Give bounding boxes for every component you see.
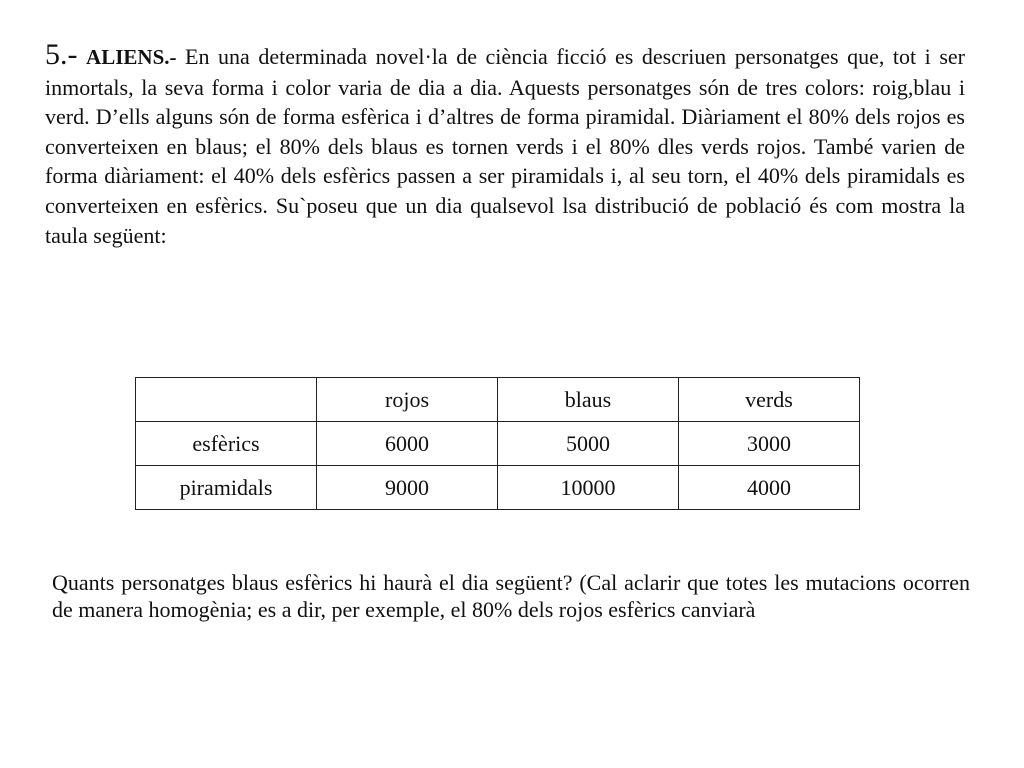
cell-esferics-rojos: 6000 (317, 422, 498, 466)
cell-esferics-verds: 3000 (679, 422, 860, 466)
problem-body: En una determinada novel·la de ciència ficció es descriuen personatges que, tot i ser inmortals, la seva forma i color varia de dia a dia. Aquests personatges són de tres colors: roig,blau i verd. D’ells alguns són de forma esfèrica i d’altres de forma piramidal. Diàriament el 80% dels rojos es converteixen en blaus; el 80% dels blaus es tornen verds i el 80% dles verds rojos. També varien de forma diàriament: el 40% dels esfèrics passen a ser piramidals i, al seu torn, el 40% dels piramidals es converteixen en esfèrics. Su`poseu que un dia qualsevol lsa distribució de població és com mostra la taula següent: (45, 44, 965, 248)
table-row (136, 466, 860, 510)
population-table (135, 377, 860, 510)
table-header-row (136, 378, 860, 422)
table-corner-cell (136, 378, 317, 422)
row-label-esferics: esfèrics (136, 422, 317, 466)
header-blaus: blaus (498, 378, 679, 422)
problem-number: 5.- (45, 38, 78, 71)
problem-statement (45, 40, 965, 250)
question-text: Quants personatges blaus esfèrics hi haurà el dia següent? (Cal aclarir que totes les mutacions ocorren de manera homogènia; es a dir, per exemple, el 80% dels rojos esfèrics canviarà (52, 570, 970, 622)
cell-piramidals-rojos: 9000 (317, 466, 498, 510)
row-label-piramidals: piramidals (136, 466, 317, 510)
cell-piramidals-verds: 4000 (679, 466, 860, 510)
table-row (136, 422, 860, 466)
cell-piramidals-blaus: 10000 (498, 466, 679, 510)
header-rojos: rojos (317, 378, 498, 422)
cell-esferics-blaus: 5000 (498, 422, 679, 466)
problem-title: ALIENS.- (86, 45, 177, 69)
header-verds: verds (679, 378, 860, 422)
